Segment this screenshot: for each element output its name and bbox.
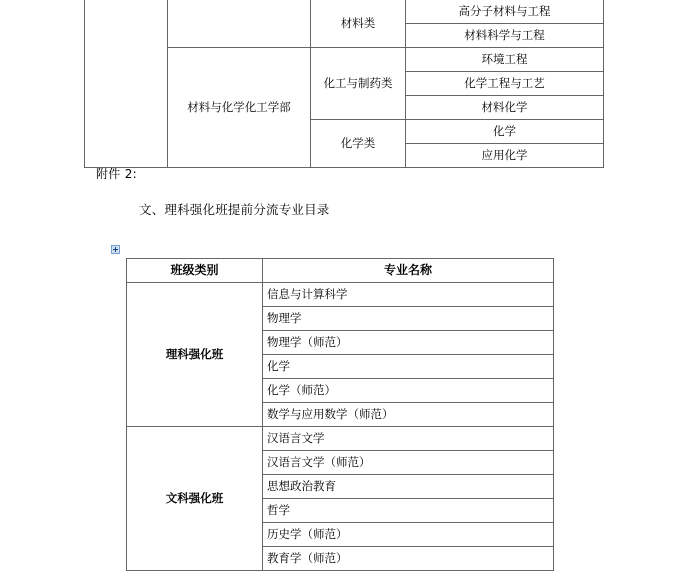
- major-cell: 化学工程与工艺: [406, 72, 604, 96]
- table-header-row: [127, 259, 554, 283]
- table-row: [127, 283, 554, 307]
- major-cell: 哲学: [263, 499, 554, 523]
- major-cell: 化学: [263, 355, 554, 379]
- major-cell: 思想政治教育: [263, 475, 554, 499]
- category-cell: 理科强化班: [127, 283, 263, 427]
- blank-dept-cell: [168, 0, 311, 48]
- plus-icon[interactable]: [111, 245, 120, 254]
- group-cell: 材料类: [311, 0, 406, 48]
- category-cell: 文科强化班: [127, 427, 263, 571]
- department-major-table: [84, 0, 604, 168]
- major-cell: 化学: [406, 120, 604, 144]
- department-cell: 材料与化学化工学部: [168, 48, 311, 168]
- major-cell: 材料化学: [406, 96, 604, 120]
- attachment-title: 文、理科强化班提前分流专业目录: [139, 202, 330, 217]
- table-row: [85, 0, 604, 24]
- strengthened-class-major-table: [126, 258, 554, 571]
- major-cell: 物理学（师范）: [263, 331, 554, 355]
- major-cell: 高分子材料与工程: [406, 0, 604, 24]
- major-cell: 信息与计算科学: [263, 283, 554, 307]
- group-cell: 化学类: [311, 120, 406, 168]
- table-row: [127, 427, 554, 451]
- column-header-category: 班级类别: [127, 259, 263, 283]
- major-cell: 化学（师范）: [263, 379, 554, 403]
- major-cell: 汉语言文学（师范）: [263, 451, 554, 475]
- major-cell: 汉语言文学: [263, 427, 554, 451]
- major-cell: 应用化学: [406, 144, 604, 168]
- major-cell: 材料科学与工程: [406, 24, 604, 48]
- column-header-major: 专业名称: [263, 259, 554, 283]
- major-cell: 环境工程: [406, 48, 604, 72]
- major-cell: 教育学（师范）: [263, 547, 554, 571]
- group-cell: 化工与制药类: [311, 48, 406, 120]
- major-cell: 数学与应用数学（师范）: [263, 403, 554, 427]
- attachment-label: 附件 2:: [96, 167, 137, 181]
- blank-cell: [85, 0, 168, 168]
- major-cell: 历史学（师范）: [263, 523, 554, 547]
- major-cell: 物理学: [263, 307, 554, 331]
